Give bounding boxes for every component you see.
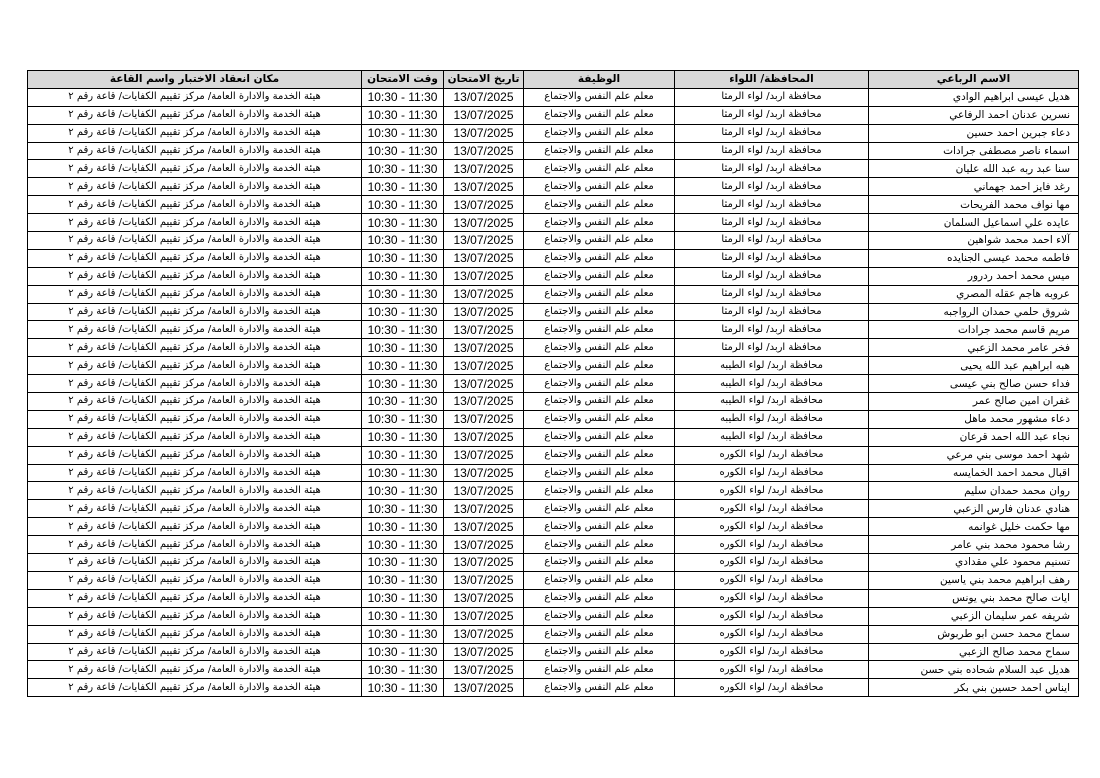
cell-exam-time: 10:30 - 11:30 bbox=[362, 554, 444, 572]
cell-job: معلم علم النفس والاجتماع bbox=[524, 643, 675, 661]
table-row bbox=[28, 249, 1079, 267]
cell-governorate: محافظة اربد/ لواء الكوره bbox=[675, 607, 869, 625]
cell-exam-time: 10:30 - 11:30 bbox=[362, 106, 444, 124]
cell-location: هيئة الخدمة والادارة العامة/ مركز تقييم الكفايات/ قاعة رقم ٢ bbox=[28, 428, 362, 446]
cell-exam-time: 10:30 - 11:30 bbox=[362, 500, 444, 518]
cell-governorate: محافظة اربد/ لواء الرمثا bbox=[675, 267, 869, 285]
cell-exam-time: 10:30 - 11:30 bbox=[362, 124, 444, 142]
cell-name: شهد احمد موسى بني مرعي bbox=[869, 446, 1079, 464]
cell-exam-date: 13/07/2025 bbox=[444, 178, 524, 196]
cell-job: معلم علم النفس والاجتماع bbox=[524, 554, 675, 572]
cell-job: معلم علم النفس والاجتماع bbox=[524, 196, 675, 214]
table-row bbox=[28, 410, 1079, 428]
cell-exam-time: 10:30 - 11:30 bbox=[362, 518, 444, 536]
cell-job: معلم علم النفس والاجتماع bbox=[524, 571, 675, 589]
table-row bbox=[28, 661, 1079, 679]
cell-exam-time: 10:30 - 11:30 bbox=[362, 536, 444, 554]
exam-schedule-sheet bbox=[27, 70, 1078, 697]
cell-governorate: محافظة اربد/ لواء الرمثا bbox=[675, 142, 869, 160]
cell-governorate: محافظة اربد/ لواء الكوره bbox=[675, 571, 869, 589]
cell-location: هيئة الخدمة والادارة العامة/ مركز تقييم الكفايات/ قاعة رقم ٢ bbox=[28, 339, 362, 357]
cell-name: رهف ابراهيم محمد بني ياسين bbox=[869, 571, 1079, 589]
cell-name: مها حكمت خليل غوانمه bbox=[869, 518, 1079, 536]
cell-job: معلم علم النفس والاجتماع bbox=[524, 249, 675, 267]
cell-governorate: محافظة اربد/ لواء الكوره bbox=[675, 446, 869, 464]
header-exam-date: تاريخ الامتحان bbox=[444, 71, 524, 89]
cell-governorate: محافظة اربد/ لواء الرمثا bbox=[675, 196, 869, 214]
cell-exam-time: 10:30 - 11:30 bbox=[362, 178, 444, 196]
cell-job: معلم علم النفس والاجتماع bbox=[524, 679, 675, 697]
cell-governorate: محافظة اربد/ لواء الرمثا bbox=[675, 303, 869, 321]
cell-governorate: محافظة اربد/ لواء الرمثا bbox=[675, 160, 869, 178]
table-row bbox=[28, 160, 1079, 178]
cell-governorate: محافظة اربد/ لواء الرمثا bbox=[675, 232, 869, 250]
cell-exam-time: 10:30 - 11:30 bbox=[362, 88, 444, 106]
cell-location: هيئة الخدمة والادارة العامة/ مركز تقييم الكفايات/ قاعة رقم ٢ bbox=[28, 142, 362, 160]
cell-governorate: محافظة اربد/ لواء الرمثا bbox=[675, 339, 869, 357]
cell-exam-time: 10:30 - 11:30 bbox=[362, 160, 444, 178]
cell-governorate: محافظة اربد/ لواء الطيبه bbox=[675, 357, 869, 375]
table-row bbox=[28, 393, 1079, 411]
cell-name: اقبال محمد احمد الخمايسه bbox=[869, 464, 1079, 482]
cell-location: هيئة الخدمة والادارة العامة/ مركز تقييم الكفايات/ قاعة رقم ٢ bbox=[28, 285, 362, 303]
table-row bbox=[28, 446, 1079, 464]
cell-governorate: محافظة اربد/ لواء الرمثا bbox=[675, 214, 869, 232]
cell-exam-date: 13/07/2025 bbox=[444, 428, 524, 446]
cell-exam-time: 10:30 - 11:30 bbox=[362, 679, 444, 697]
cell-job: معلم علم النفس والاجتماع bbox=[524, 357, 675, 375]
table-row bbox=[28, 518, 1079, 536]
cell-location: هيئة الخدمة والادارة العامة/ مركز تقييم الكفايات/ قاعة رقم ٢ bbox=[28, 536, 362, 554]
table-body bbox=[28, 88, 1079, 696]
cell-exam-date: 13/07/2025 bbox=[444, 464, 524, 482]
cell-location: هيئة الخدمة والادارة العامة/ مركز تقييم الكفايات/ قاعة رقم ٢ bbox=[28, 357, 362, 375]
cell-job: معلم علم النفس والاجتماع bbox=[524, 285, 675, 303]
table-row bbox=[28, 124, 1079, 142]
cell-exam-date: 13/07/2025 bbox=[444, 321, 524, 339]
cell-name: شريفه عمر سليمان الزعبي bbox=[869, 607, 1079, 625]
cell-exam-date: 13/07/2025 bbox=[444, 88, 524, 106]
cell-governorate: محافظة اربد/ لواء الكوره bbox=[675, 482, 869, 500]
cell-name: رشا محمود محمد بني عامر bbox=[869, 536, 1079, 554]
cell-job: معلم علم النفس والاجتماع bbox=[524, 464, 675, 482]
table-row bbox=[28, 142, 1079, 160]
cell-location: هيئة الخدمة والادارة العامة/ مركز تقييم الكفايات/ قاعة رقم ٢ bbox=[28, 625, 362, 643]
cell-exam-time: 10:30 - 11:30 bbox=[362, 357, 444, 375]
cell-location: هيئة الخدمة والادارة العامة/ مركز تقييم الكفايات/ قاعة رقم ٢ bbox=[28, 554, 362, 572]
cell-location: هيئة الخدمة والادارة العامة/ مركز تقييم الكفايات/ قاعة رقم ٢ bbox=[28, 375, 362, 393]
table-row bbox=[28, 428, 1079, 446]
cell-exam-date: 13/07/2025 bbox=[444, 142, 524, 160]
cell-exam-time: 10:30 - 11:30 bbox=[362, 446, 444, 464]
cell-name: ايناس احمد حسين بني بكر bbox=[869, 679, 1079, 697]
cell-exam-time: 10:30 - 11:30 bbox=[362, 285, 444, 303]
cell-name: دعاء مشهور محمد ماهل bbox=[869, 410, 1079, 428]
cell-job: معلم علم النفس والاجتماع bbox=[524, 607, 675, 625]
cell-location: هيئة الخدمة والادارة العامة/ مركز تقييم الكفايات/ قاعة رقم ٢ bbox=[28, 410, 362, 428]
cell-exam-time: 10:30 - 11:30 bbox=[362, 249, 444, 267]
cell-governorate: محافظة اربد/ لواء الرمثا bbox=[675, 124, 869, 142]
cell-governorate: محافظة اربد/ لواء الكوره bbox=[675, 554, 869, 572]
cell-job: معلم علم النفس والاجتماع bbox=[524, 500, 675, 518]
cell-job: معلم علم النفس والاجتماع bbox=[524, 518, 675, 536]
cell-governorate: محافظة اربد/ لواء الرمثا bbox=[675, 249, 869, 267]
cell-name: عروبه هاجم عقله المصري bbox=[869, 285, 1079, 303]
cell-name: سماح محمد صالح الزعبي bbox=[869, 643, 1079, 661]
cell-location: هيئة الخدمة والادارة العامة/ مركز تقييم الكفايات/ قاعة رقم ٢ bbox=[28, 464, 362, 482]
cell-job: معلم علم النفس والاجتماع bbox=[524, 625, 675, 643]
cell-location: هيئة الخدمة والادارة العامة/ مركز تقييم الكفايات/ قاعة رقم ٢ bbox=[28, 124, 362, 142]
cell-exam-date: 13/07/2025 bbox=[444, 410, 524, 428]
cell-name: نسرين عدنان احمد الرفاعي bbox=[869, 106, 1079, 124]
table-row bbox=[28, 375, 1079, 393]
table-row bbox=[28, 625, 1079, 643]
cell-governorate: محافظة اربد/ لواء الطيبه bbox=[675, 393, 869, 411]
cell-job: معلم علم النفس والاجتماع bbox=[524, 428, 675, 446]
cell-name: دعاء جبرين احمد حسين bbox=[869, 124, 1079, 142]
cell-exam-date: 13/07/2025 bbox=[444, 303, 524, 321]
cell-name: تسنيم محمود علي مقدادي bbox=[869, 554, 1079, 572]
table-row bbox=[28, 339, 1079, 357]
cell-location: هيئة الخدمة والادارة العامة/ مركز تقييم الكفايات/ قاعة رقم ٢ bbox=[28, 571, 362, 589]
cell-governorate: محافظة اربد/ لواء الكوره bbox=[675, 464, 869, 482]
cell-job: معلم علم النفس والاجتماع bbox=[524, 393, 675, 411]
cell-job: معلم علم النفس والاجتماع bbox=[524, 410, 675, 428]
cell-location: هيئة الخدمة والادارة العامة/ مركز تقييم الكفايات/ قاعة رقم ٢ bbox=[28, 446, 362, 464]
cell-governorate: محافظة اربد/ لواء الطيبه bbox=[675, 375, 869, 393]
cell-job: معلم علم النفس والاجتماع bbox=[524, 339, 675, 357]
cell-exam-date: 13/07/2025 bbox=[444, 357, 524, 375]
cell-name: ايات صالح محمد بني يونس bbox=[869, 589, 1079, 607]
cell-job: معلم علم النفس والاجتماع bbox=[524, 536, 675, 554]
cell-job: معلم علم النفس والاجتماع bbox=[524, 232, 675, 250]
table-row bbox=[28, 285, 1079, 303]
header-job: الوظيفة bbox=[524, 71, 675, 89]
cell-governorate: محافظة اربد/ لواء الرمثا bbox=[675, 321, 869, 339]
cell-name: عايده علي اسماعيل السلمان bbox=[869, 214, 1079, 232]
cell-governorate: محافظة اربد/ لواء الطيبه bbox=[675, 428, 869, 446]
cell-exam-date: 13/07/2025 bbox=[444, 214, 524, 232]
cell-exam-date: 13/07/2025 bbox=[444, 249, 524, 267]
cell-exam-date: 13/07/2025 bbox=[444, 643, 524, 661]
cell-location: هيئة الخدمة والادارة العامة/ مركز تقييم الكفايات/ قاعة رقم ٢ bbox=[28, 106, 362, 124]
cell-name: ميس محمد احمد ردرور bbox=[869, 267, 1079, 285]
cell-name: آلاء احمد محمد شواهين bbox=[869, 232, 1079, 250]
cell-location: هيئة الخدمة والادارة العامة/ مركز تقييم الكفايات/ قاعة رقم ٢ bbox=[28, 482, 362, 500]
table-row bbox=[28, 267, 1079, 285]
cell-exam-date: 13/07/2025 bbox=[444, 482, 524, 500]
table-row bbox=[28, 679, 1079, 697]
cell-governorate: محافظة اربد/ لواء الكوره bbox=[675, 679, 869, 697]
cell-job: معلم علم النفس والاجتماع bbox=[524, 160, 675, 178]
table-row bbox=[28, 500, 1079, 518]
cell-exam-time: 10:30 - 11:30 bbox=[362, 643, 444, 661]
cell-exam-time: 10:30 - 11:30 bbox=[362, 571, 444, 589]
cell-exam-date: 13/07/2025 bbox=[444, 375, 524, 393]
cell-exam-date: 13/07/2025 bbox=[444, 607, 524, 625]
table-row bbox=[28, 321, 1079, 339]
table-row bbox=[28, 643, 1079, 661]
table-row bbox=[28, 232, 1079, 250]
cell-location: هيئة الخدمة والادارة العامة/ مركز تقييم الكفايات/ قاعة رقم ٢ bbox=[28, 518, 362, 536]
cell-location: هيئة الخدمة والادارة العامة/ مركز تقييم الكفايات/ قاعة رقم ٢ bbox=[28, 679, 362, 697]
cell-exam-date: 13/07/2025 bbox=[444, 518, 524, 536]
cell-exam-time: 10:30 - 11:30 bbox=[362, 375, 444, 393]
cell-exam-time: 10:30 - 11:30 bbox=[362, 142, 444, 160]
cell-governorate: محافظة اربد/ لواء الرمثا bbox=[675, 285, 869, 303]
cell-exam-time: 10:30 - 11:30 bbox=[362, 482, 444, 500]
cell-name: اسماء ناصر مصطفى جرادات bbox=[869, 142, 1079, 160]
table-row bbox=[28, 214, 1079, 232]
cell-job: معلم علم النفس والاجتماع bbox=[524, 446, 675, 464]
cell-exam-time: 10:30 - 11:30 bbox=[362, 410, 444, 428]
table-row bbox=[28, 357, 1079, 375]
cell-job: معلم علم النفس والاجتماع bbox=[524, 589, 675, 607]
cell-governorate: محافظة اربد/ لواء الطيبه bbox=[675, 410, 869, 428]
cell-location: هيئة الخدمة والادارة العامة/ مركز تقييم الكفايات/ قاعة رقم ٢ bbox=[28, 661, 362, 679]
table-row bbox=[28, 607, 1079, 625]
table-row bbox=[28, 536, 1079, 554]
cell-exam-date: 13/07/2025 bbox=[444, 625, 524, 643]
cell-exam-date: 13/07/2025 bbox=[444, 661, 524, 679]
cell-exam-date: 13/07/2025 bbox=[444, 267, 524, 285]
cell-exam-time: 10:30 - 11:30 bbox=[362, 321, 444, 339]
cell-location: هيئة الخدمة والادارة العامة/ مركز تقييم الكفايات/ قاعة رقم ٢ bbox=[28, 214, 362, 232]
table-row bbox=[28, 196, 1079, 214]
cell-exam-date: 13/07/2025 bbox=[444, 196, 524, 214]
cell-location: هيئة الخدمة والادارة العامة/ مركز تقييم الكفايات/ قاعة رقم ٢ bbox=[28, 393, 362, 411]
cell-job: معلم علم النفس والاجتماع bbox=[524, 267, 675, 285]
cell-job: معلم علم النفس والاجتماع bbox=[524, 482, 675, 500]
cell-exam-date: 13/07/2025 bbox=[444, 571, 524, 589]
cell-location: هيئة الخدمة والادارة العامة/ مركز تقييم الكفايات/ قاعة رقم ٢ bbox=[28, 500, 362, 518]
cell-location: هيئة الخدمة والادارة العامة/ مركز تقييم الكفايات/ قاعة رقم ٢ bbox=[28, 88, 362, 106]
cell-exam-date: 13/07/2025 bbox=[444, 232, 524, 250]
cell-location: هيئة الخدمة والادارة العامة/ مركز تقييم الكفايات/ قاعة رقم ٢ bbox=[28, 267, 362, 285]
cell-name: فاطمه محمد عيسى الجنايده bbox=[869, 249, 1079, 267]
cell-exam-time: 10:30 - 11:30 bbox=[362, 607, 444, 625]
cell-job: معلم علم النفس والاجتماع bbox=[524, 375, 675, 393]
cell-exam-date: 13/07/2025 bbox=[444, 554, 524, 572]
cell-exam-time: 10:30 - 11:30 bbox=[362, 339, 444, 357]
table-header-row bbox=[28, 71, 1079, 89]
cell-name: هبه ابراهيم عبد الله يحيى bbox=[869, 357, 1079, 375]
header-name: الاسم الرباعي bbox=[869, 71, 1079, 89]
cell-name: سنا عبد ربه عبد الله عليان bbox=[869, 160, 1079, 178]
cell-exam-time: 10:30 - 11:30 bbox=[362, 232, 444, 250]
cell-name: مريم قاسم محمد جرادات bbox=[869, 321, 1079, 339]
table-row bbox=[28, 106, 1079, 124]
cell-job: معلم علم النفس والاجتماع bbox=[524, 214, 675, 232]
cell-job: معلم علم النفس والاجتماع bbox=[524, 178, 675, 196]
cell-location: هيئة الخدمة والادارة العامة/ مركز تقييم الكفايات/ قاعة رقم ٢ bbox=[28, 303, 362, 321]
cell-name: روان محمد حمدان سليم bbox=[869, 482, 1079, 500]
cell-job: معلم علم النفس والاجتماع bbox=[524, 88, 675, 106]
cell-job: معلم علم النفس والاجتماع bbox=[524, 106, 675, 124]
header-governorate: المحافظة/ اللواء bbox=[675, 71, 869, 89]
cell-governorate: محافظة اربد/ لواء الكوره bbox=[675, 536, 869, 554]
cell-job: معلم علم النفس والاجتماع bbox=[524, 303, 675, 321]
cell-name: مها نواف محمد الفريحات bbox=[869, 196, 1079, 214]
header-exam-time: وقت الامتحان bbox=[362, 71, 444, 89]
cell-name: فخر عامر محمد الزعبي bbox=[869, 339, 1079, 357]
cell-exam-date: 13/07/2025 bbox=[444, 589, 524, 607]
cell-name: هديل عيسى ابراهيم الوادي bbox=[869, 88, 1079, 106]
cell-location: هيئة الخدمة والادارة العامة/ مركز تقييم الكفايات/ قاعة رقم ٢ bbox=[28, 232, 362, 250]
cell-exam-date: 13/07/2025 bbox=[444, 446, 524, 464]
cell-exam-time: 10:30 - 11:30 bbox=[362, 464, 444, 482]
cell-exam-date: 13/07/2025 bbox=[444, 393, 524, 411]
cell-exam-date: 13/07/2025 bbox=[444, 679, 524, 697]
cell-exam-date: 13/07/2025 bbox=[444, 160, 524, 178]
cell-exam-time: 10:30 - 11:30 bbox=[362, 661, 444, 679]
cell-name: سماح محمد حسن ابو طربوش bbox=[869, 625, 1079, 643]
cell-exam-date: 13/07/2025 bbox=[444, 285, 524, 303]
cell-exam-time: 10:30 - 11:30 bbox=[362, 625, 444, 643]
cell-exam-time: 10:30 - 11:30 bbox=[362, 589, 444, 607]
cell-exam-date: 13/07/2025 bbox=[444, 500, 524, 518]
table-row bbox=[28, 88, 1079, 106]
cell-location: هيئة الخدمة والادارة العامة/ مركز تقييم الكفايات/ قاعة رقم ٢ bbox=[28, 196, 362, 214]
table-row bbox=[28, 464, 1079, 482]
cell-name: فداء حسن صالح بني عيسى bbox=[869, 375, 1079, 393]
cell-name: هنادي عدنان فارس الزعبي bbox=[869, 500, 1079, 518]
cell-governorate: محافظة اربد/ لواء الرمثا bbox=[675, 178, 869, 196]
cell-exam-time: 10:30 - 11:30 bbox=[362, 267, 444, 285]
cell-job: معلم علم النفس والاجتماع bbox=[524, 321, 675, 339]
cell-job: معلم علم النفس والاجتماع bbox=[524, 124, 675, 142]
cell-exam-time: 10:30 - 11:30 bbox=[362, 303, 444, 321]
table-row bbox=[28, 482, 1079, 500]
cell-location: هيئة الخدمة والادارة العامة/ مركز تقييم الكفايات/ قاعة رقم ٢ bbox=[28, 607, 362, 625]
header-location: مكان انعقاد الاختبار واسم القاعة bbox=[28, 71, 362, 89]
cell-job: معلم علم النفس والاجتماع bbox=[524, 661, 675, 679]
cell-governorate: محافظة اربد/ لواء الكوره bbox=[675, 661, 869, 679]
cell-exam-time: 10:30 - 11:30 bbox=[362, 214, 444, 232]
table-row bbox=[28, 571, 1079, 589]
cell-name: نجاء عبد الله احمد قرعان bbox=[869, 428, 1079, 446]
cell-name: رغد فايز احمد جهماني bbox=[869, 178, 1079, 196]
cell-location: هيئة الخدمة والادارة العامة/ مركز تقييم الكفايات/ قاعة رقم ٢ bbox=[28, 643, 362, 661]
cell-governorate: محافظة اربد/ لواء الكوره bbox=[675, 625, 869, 643]
cell-location: هيئة الخدمة والادارة العامة/ مركز تقييم الكفايات/ قاعة رقم ٢ bbox=[28, 160, 362, 178]
cell-governorate: محافظة اربد/ لواء الكوره bbox=[675, 643, 869, 661]
cell-governorate: محافظة اربد/ لواء الكوره bbox=[675, 500, 869, 518]
cell-name: غفران امين صالح عمر bbox=[869, 393, 1079, 411]
cell-governorate: محافظة اربد/ لواء الكوره bbox=[675, 518, 869, 536]
cell-governorate: محافظة اربد/ لواء الكوره bbox=[675, 589, 869, 607]
cell-location: هيئة الخدمة والادارة العامة/ مركز تقييم الكفايات/ قاعة رقم ٢ bbox=[28, 589, 362, 607]
cell-governorate: محافظة اربد/ لواء الرمثا bbox=[675, 106, 869, 124]
cell-exam-time: 10:30 - 11:30 bbox=[362, 428, 444, 446]
cell-exam-time: 10:30 - 11:30 bbox=[362, 196, 444, 214]
cell-job: معلم علم النفس والاجتماع bbox=[524, 142, 675, 160]
cell-exam-date: 13/07/2025 bbox=[444, 124, 524, 142]
cell-name: هديل عبد السلام شحاده بني حسن bbox=[869, 661, 1079, 679]
cell-location: هيئة الخدمة والادارة العامة/ مركز تقييم الكفايات/ قاعة رقم ٢ bbox=[28, 178, 362, 196]
cell-name: شروق حلمي حمدان الرواجبه bbox=[869, 303, 1079, 321]
cell-exam-date: 13/07/2025 bbox=[444, 339, 524, 357]
table-row bbox=[28, 303, 1079, 321]
cell-location: هيئة الخدمة والادارة العامة/ مركز تقييم الكفايات/ قاعة رقم ٢ bbox=[28, 249, 362, 267]
table-row bbox=[28, 554, 1079, 572]
cell-governorate: محافظة اربد/ لواء الرمثا bbox=[675, 88, 869, 106]
cell-exam-date: 13/07/2025 bbox=[444, 536, 524, 554]
cell-exam-date: 13/07/2025 bbox=[444, 106, 524, 124]
cell-exam-time: 10:30 - 11:30 bbox=[362, 393, 444, 411]
table-row bbox=[28, 178, 1079, 196]
exam-schedule-table bbox=[27, 70, 1079, 697]
table-row bbox=[28, 589, 1079, 607]
cell-location: هيئة الخدمة والادارة العامة/ مركز تقييم الكفايات/ قاعة رقم ٢ bbox=[28, 321, 362, 339]
